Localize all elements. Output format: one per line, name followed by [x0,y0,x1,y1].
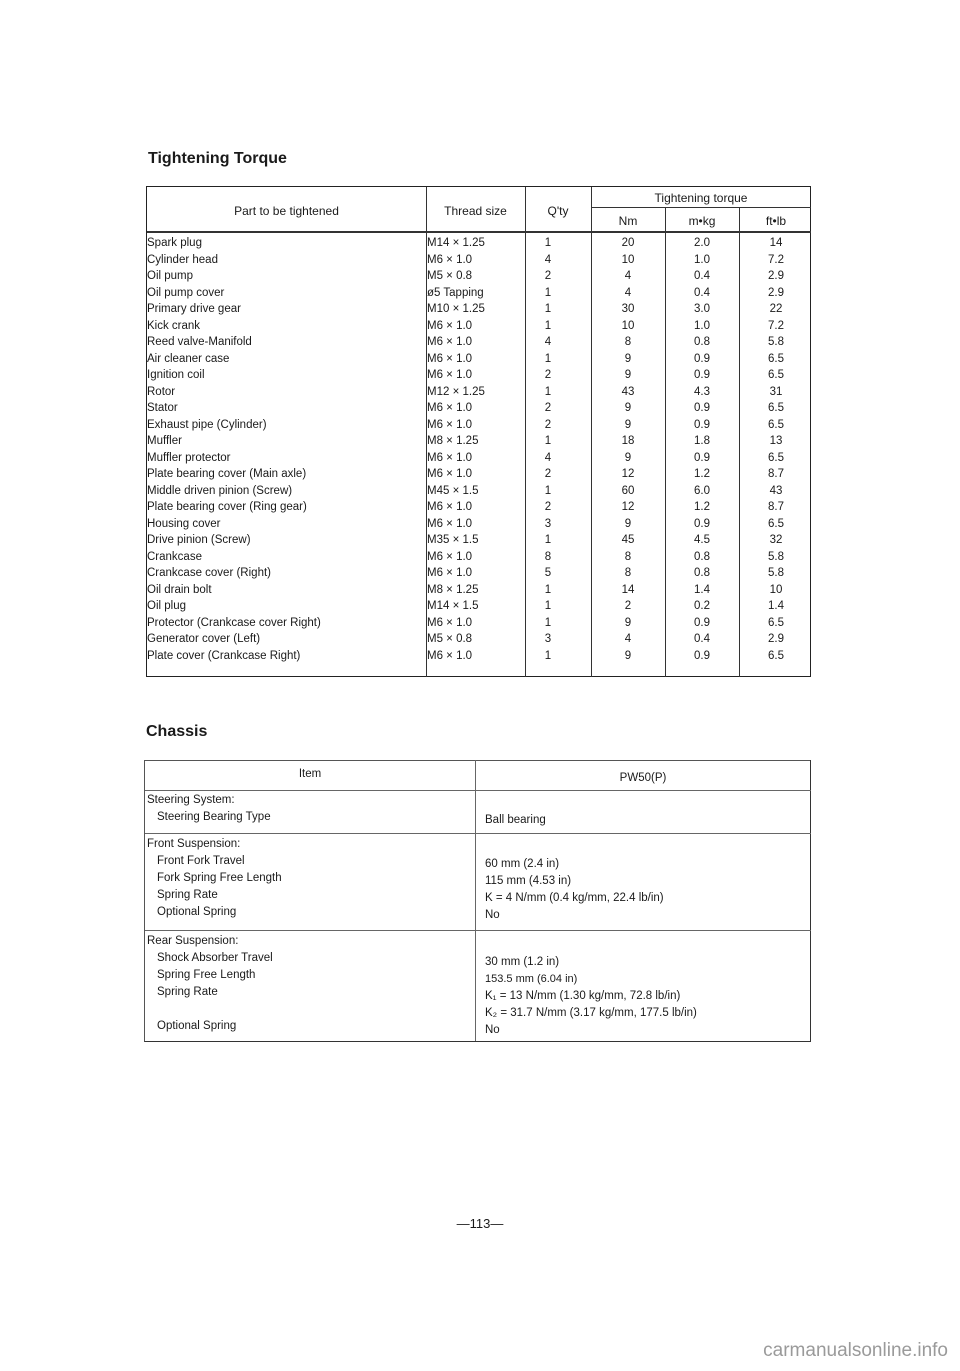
rear-item-travel: Shock Absorber Travel [157,952,273,964]
cell-nm: 9 [624,616,632,629]
cell-qty: 1 [544,385,552,398]
rear-item-rate: Spring Rate [157,986,218,998]
cell-ftlb: 6.5 [768,451,784,464]
cell-mkg: 0.9 [694,517,710,530]
cell-part: Spark plug [147,237,202,249]
rear-item-length: Spring Free Length [157,969,256,981]
cell-mkg: 0.9 [694,616,710,629]
cell-part: Generator cover (Left) [147,633,261,645]
cell-part: Crankcase [147,550,202,563]
cell-part: Exhaust pipe (Cylinder) [147,418,267,431]
front-item-travel: Front Fork Travel [157,855,245,867]
cell-qty: 1 [544,484,552,497]
cell-thread: M45 × 1.5 [427,484,479,497]
page-number: —113— [456,1216,504,1231]
cell-mkg: 0.2 [694,600,710,612]
cell-part: Air cleaner case [147,352,230,365]
cell-nm: 12 [621,501,635,513]
front-item-optional: Optional Spring [157,906,237,918]
header-ftlb: ft•lb [765,214,787,228]
cell-ftlb: 6.5 [768,418,784,431]
cell-qty: 1 [544,649,552,662]
cell-nm: 10 [621,319,635,332]
cell-thread: M8 × 1.25 [427,583,479,596]
rear-item-optional: Optional Spring [157,1020,237,1032]
cell-part: Plate bearing cover (Ring gear) [147,501,307,513]
torque-table [146,186,811,677]
column-mkg [665,235,739,664]
cell-thread: M14 × 1.5 [427,600,479,612]
front-value-rate: K = 4 N/mm (0.4 kg/mm, 22.4 lb/in) [485,892,664,904]
cell-mkg: 0.8 [694,336,710,348]
cell-nm: 12 [621,468,635,480]
cell-ftlb: 7.2 [768,319,784,332]
cell-mkg: 0.8 [694,550,710,563]
front-value-length: 115 mm (4.53 in) [485,875,572,887]
cell-mkg: 0.4 [694,633,710,645]
cell-mkg: 0.8 [694,567,710,579]
cell-qty: 3 [544,517,552,530]
cell-mkg: 0.9 [694,451,710,464]
cell-part: Oil pump cover [147,286,225,299]
cell-ftlb: 5.8 [768,336,784,348]
cell-ftlb: 7.2 [768,253,784,266]
column-ftlb [739,235,813,664]
cell-part: Reed valve-Manifold [147,336,252,348]
cell-thread: M6 × 1.0 [427,418,473,431]
cell-mkg: 4.3 [694,385,710,398]
cell-nm: 9 [624,369,632,381]
rear-value-rate-k1: K₁ = 13 N/mm (1.30 kg/mm, 72.8 lb/in) [485,990,681,1002]
column-part [147,235,427,664]
cell-nm: 9 [624,517,632,530]
cell-part: Primary drive gear [147,303,241,315]
cell-mkg: 3.0 [694,303,710,315]
cell-thread: M6 × 1.0 [427,451,473,464]
cell-part: Protector (Crankcase cover Right) [147,616,321,629]
cell-qty: 1 [544,435,552,447]
cell-mkg: 1.0 [694,253,710,266]
cell-mkg: 0.9 [694,649,710,662]
cell-ftlb: 2.9 [768,633,784,645]
header-thread: Thread size [444,204,507,218]
cell-part: Muffler protector [147,451,231,464]
cell-mkg: 1.0 [694,319,710,332]
cell-qty: 2 [544,402,552,414]
cell-ftlb: 43 [769,484,783,497]
header-qty: Q'ty [547,204,569,218]
cell-nm: 9 [624,649,632,662]
rear-value-optional: No [485,1024,500,1036]
cell-ftlb: 8.7 [768,468,784,480]
cell-thread: M6 × 1.0 [427,468,473,480]
cell-mkg: 1.2 [694,501,710,513]
cell-thread: M6 × 1.0 [427,369,473,381]
cell-thread: M14 × 1.25 [427,237,485,249]
column-nm [591,235,665,664]
cell-thread: M6 × 1.0 [427,567,473,579]
cell-mkg: 0.9 [694,402,710,414]
cell-mkg: 0.4 [694,286,710,299]
cell-part: Cylinder head [147,253,218,266]
cell-qty: 2 [544,501,552,513]
rear-value-rate-k2: K₂ = 31.7 N/mm (3.17 kg/mm, 177.5 lb/in) [485,1007,697,1019]
steering-value: Ball bearing [485,814,546,826]
cell-part: Oil drain bolt [147,583,212,596]
cell-qty: 2 [544,468,552,480]
cell-part: Stator [147,402,178,414]
cell-qty: 1 [544,319,552,332]
cell-nm: 8 [624,567,632,579]
cell-thread: M6 × 1.0 [427,649,473,662]
cell-qty: 2 [544,270,552,282]
cell-thread: M6 × 1.0 [427,501,473,513]
cell-mkg: 6.0 [694,484,710,497]
cell-qty: 1 [544,534,552,546]
cell-nm: 8 [624,336,632,348]
steering-item: Steering Bearing Type [157,811,271,823]
cell-thread: M8 × 1.25 [427,435,479,447]
cell-ftlb: 5.8 [768,567,784,579]
cell-qty: 4 [544,451,552,464]
rear-value-length: 153.5 mm (6.04 in) [485,973,578,985]
cell-qty: 3 [544,633,552,645]
header-nm: Nm [618,214,638,228]
chassis-table [144,760,811,1042]
cell-part: Rotor [147,385,176,398]
cell-ftlb: 6.5 [768,369,784,381]
cell-mkg: 2.0 [694,237,710,249]
cell-ftlb: 2.9 [768,270,784,282]
front-value-optional: No [485,909,500,921]
cell-mkg: 4.5 [694,534,710,546]
cell-part: Plate cover (Crankcase Right) [147,649,301,662]
cell-thread: M6 × 1.0 [427,352,473,365]
column-thread [427,235,515,664]
steering-heading: Steering System: [147,794,235,806]
cell-mkg: 0.4 [694,270,710,282]
cell-nm: 20 [621,237,635,249]
cell-mkg: 1.4 [694,583,710,596]
cell-nm: 4 [624,270,632,282]
cell-qty: 8 [544,550,552,563]
cell-ftlb: 5.8 [768,550,784,563]
cell-ftlb: 6.5 [768,352,784,365]
cell-thread: M5 × 0.8 [427,270,473,282]
cell-part: Housing cover [147,517,221,530]
cell-thread: ø5 Tapping [427,286,484,299]
cell-thread: M5 × 0.8 [427,633,473,645]
cell-ftlb: 1.4 [768,600,784,612]
chassis-header-model: PW50(P) [619,772,667,784]
cell-thread: M6 × 1.0 [427,319,473,332]
cell-thread: M35 × 1.5 [427,534,479,546]
cell-qty: 1 [544,286,552,299]
cell-ftlb: 31 [769,385,783,398]
cell-nm: 45 [621,534,635,546]
cell-thread: M6 × 1.0 [427,253,473,266]
cell-qty: 1 [544,616,552,629]
cell-nm: 4 [624,286,632,299]
rear-value-travel: 30 mm (1.2 in) [485,956,560,968]
cell-qty: 1 [544,352,552,365]
torque-section-title: Tightening Torque [148,150,287,167]
cell-ftlb: 14 [769,237,783,249]
cell-ftlb: 6.5 [768,402,784,414]
cell-qty: 2 [544,418,552,431]
cell-part: Kick crank [147,319,201,332]
header-part: Part to be tightened [234,204,339,218]
cell-part: Oil plug [147,600,186,612]
cell-mkg: 1.2 [694,468,710,480]
chassis-header-item: Item [298,768,322,780]
cell-nm: 18 [621,435,635,447]
cell-ftlb: 10 [769,583,783,596]
cell-ftlb: 6.5 [768,649,784,662]
cell-ftlb: 13 [769,435,783,447]
cell-qty: 1 [544,583,552,596]
front-heading: Front Suspension: [147,838,241,850]
cell-nm: 30 [621,303,635,315]
cell-qty: 1 [544,237,552,249]
cell-qty: 5 [544,567,552,579]
cell-thread: M6 × 1.0 [427,517,473,530]
cell-thread: M6 × 1.0 [427,336,473,348]
cell-ftlb: 32 [769,534,783,546]
cell-qty: 1 [544,303,552,315]
chassis-section-title: Chassis [146,723,208,740]
cell-part: Muffler [147,435,182,447]
cell-nm: 9 [624,402,632,414]
cell-mkg: 0.9 [694,369,710,381]
cell-thread: M12 × 1.25 [427,385,485,398]
front-item-length: Fork Spring Free Length [157,872,282,884]
cell-nm: 2 [624,600,632,612]
cell-nm: 10 [621,253,635,266]
cell-part: Drive pinion (Screw) [147,534,251,546]
cell-qty: 4 [544,253,552,266]
cell-qty: 2 [544,369,552,381]
cell-part: Middle driven pinion (Screw) [147,484,293,497]
cell-thread: M10 × 1.25 [427,303,485,315]
cell-nm: 9 [624,418,632,431]
cell-part: Plate bearing cover (Main axle) [147,468,307,480]
cell-nm: 9 [624,451,632,464]
cell-nm: 9 [624,352,632,365]
cell-nm: 14 [621,583,635,596]
rear-heading: Rear Suspension: [147,935,239,947]
cell-part: Crankcase cover (Right) [147,567,271,579]
cell-ftlb: 2.9 [768,286,784,299]
cell-nm: 4 [624,633,632,645]
front-item-rate: Spring Rate [157,889,218,901]
cell-part: Oil pump [147,270,194,282]
cell-qty: 4 [544,336,552,348]
cell-ftlb: 22 [769,303,783,315]
watermark: carmanualsonline.info [763,1340,948,1361]
cell-qty: 1 [544,600,552,612]
header-mkg: m•kg [688,214,716,228]
cell-thread: M6 × 1.0 [427,550,473,563]
cell-mkg: 0.9 [694,418,710,431]
cell-nm: 8 [624,550,632,563]
header-torque: Tightening torque [654,191,748,205]
cell-part: Ignition coil [147,369,205,381]
cell-nm: 60 [621,484,635,497]
column-qty [525,235,571,664]
cell-mkg: 0.9 [694,352,710,365]
cell-ftlb: 6.5 [768,616,784,629]
front-value-travel: 60 mm (2.4 in) [485,858,560,870]
cell-thread: M6 × 1.0 [427,616,473,629]
cell-nm: 43 [621,385,635,398]
cell-ftlb: 6.5 [768,517,784,530]
cell-mkg: 1.8 [694,435,710,447]
cell-ftlb: 8.7 [768,501,784,513]
cell-thread: M6 × 1.0 [427,402,473,414]
